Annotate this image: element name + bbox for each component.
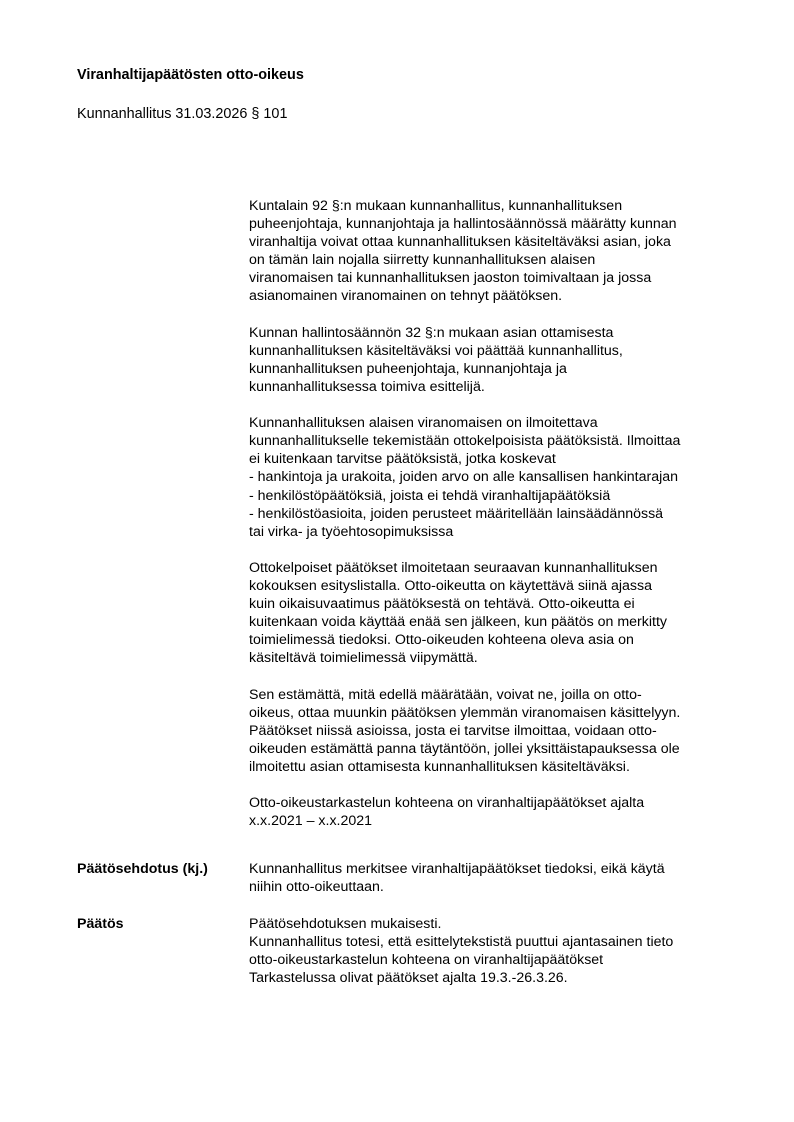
- document-body: [249, 197, 749, 848]
- paragraph-estamatta: Sen estämättä, mitä edellä määrätään, voivat ne, joilla on otto- oikeus, ottaa muunkin päätöksen ylemmän viranomaisen käsittelyyn. Päätökset niissä asioissa, josta ei tarvitse ilmoittaa, voidaan otto- oikeuden estämättä panna täytäntöön, jollei yksittäistapauksessa ole ilmoitettu asian ottamisesta kunnanhallituksen käsiteltäväksi.: [249, 686, 681, 775]
- proposal-label: Päätösehdotus (kj.): [77, 861, 208, 877]
- paragraph-tarkastelu: Otto-oikeustarkastelun kohteena on viranhaltijapäätökset ajalta x.x.2021 – x.x.2021: [249, 795, 645, 830]
- paragraph-ilmoittaminen: Kunnanhallituksen alaisen viranomaisen on ilmoitettava kunnanhallitukselle tekemistään ottokelpoisista päätöksistä. Ilmoittaa ei kuitenkaan tarvitse päätöksistä, jotka koskevat - hankintoja ja urakoita, joiden arvo on alle kansallisen hankintarajan - henkilöstöpäätöksiä, joista ei tehdä viranhaltijapäätöksiä - henkilöstöasioita, joiden perusteet määritellään lainsäädännössä tai virka- ja työehtosopimuksissa: [249, 415, 681, 540]
- decision-label: Päätös: [77, 916, 124, 932]
- paragraph-hallintosaanto: Kunnan hallintosäännön 32 §:n mukaan asian ottamisesta kunnanhallituksen käsiteltäväksi voi päättää kunnanhallitus, kunnanhallituksen puheenjohtaja, kunnanjohtaja ja kunnanhallituksessa toimiva esittelijä.: [249, 324, 623, 395]
- paragraph-ottokelpoiset: Ottokelpoiset päätökset ilmoitetaan seuraavan kunnanhallituksen kokouksen esityslistalla. Otto-oikeutta on käytettävä siinä ajassa kuin oikaisuvaatimus päätöksestä on tehtävä. Otto-oikeutta ei kuitenkaan voida käyttää enää sen jälkeen, kun päätös on merkitty toimielimessä tiedoksi. Otto-oikeuden kohteena oleva asia on käsiteltävä toimielimessä viipymättä.: [249, 559, 668, 667]
- document-title: Viranhaltijapäätösten otto-oikeus: [77, 67, 304, 83]
- decision-text: Päätösehdotuksen mukaisesti. Kunnanhallitus totesi, että esittelytekstistä puuttui ajantasainen tieto otto-oikeustarkastelun kohteena on viranhaltijapäätökset Tarkastelussa olivat päätökset ajalta 19.3.-26.3.26.: [249, 916, 674, 987]
- meeting-reference: Kunnanhallitus 31.03.2026 § 101: [77, 106, 288, 122]
- paragraph-kuntalaki: Kuntalain 92 §:n mukaan kunnanhallitus, kunnanhallituksen puheenjohtaja, kunnanjohtaja ja hallintosäännössä määrätty kunnan viranhaltija voivat ottaa kunnanhallituksen käsiteltäväksi asian, joka on tämän lain nojalla siirretty kunnanhallituksen alaisen viranomaisen tai kunnanhallituksen jaoston toimivaltaan ja jossa asianomainen viranomainen on tehnyt päätöksen.: [249, 198, 677, 305]
- proposal-text: Kunnanhallitus merkitsee viranhaltijapäätökset tiedoksi, eikä käytä niihin otto-oikeuttaan.: [249, 861, 665, 896]
